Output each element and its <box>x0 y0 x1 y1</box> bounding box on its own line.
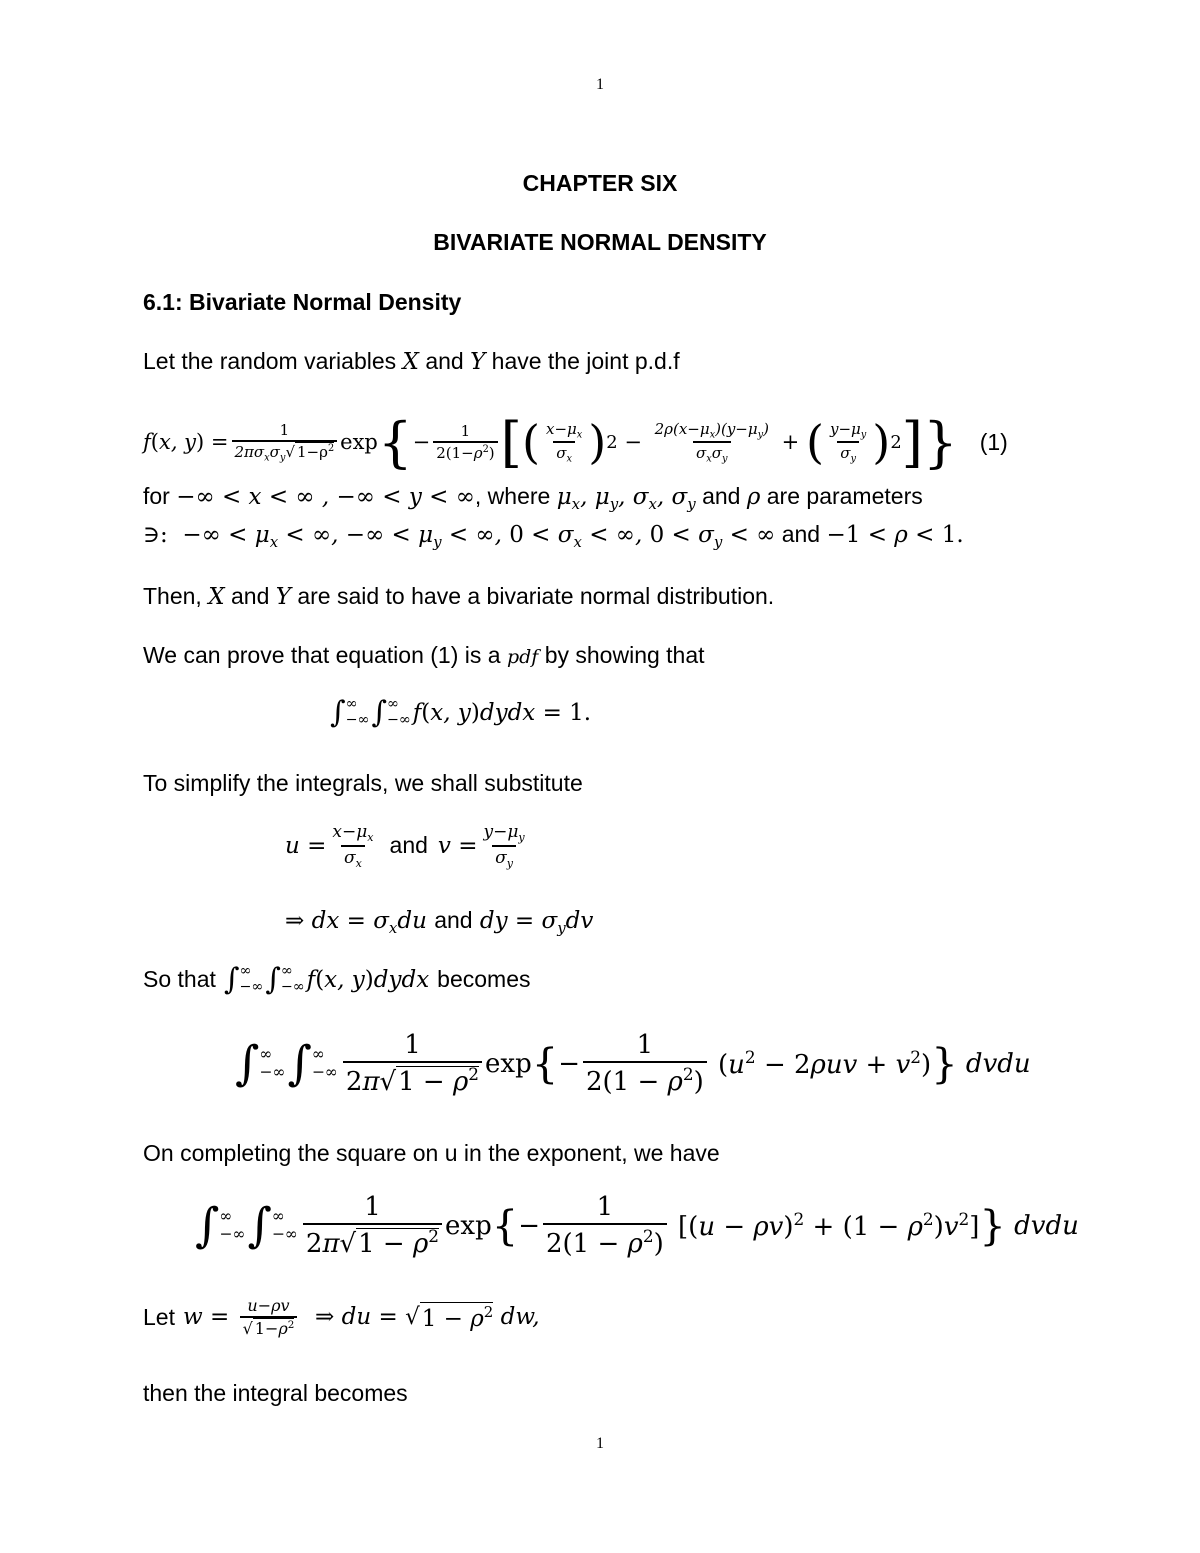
then-tail: are said to have a bivariate normal distribution. <box>297 583 775 609</box>
then-text: Then, <box>143 583 202 609</box>
so-that-line: So that ∫ ∞ −∞ ∫ ∞ −∞ f ( x, y ) dydx becomes <box>143 962 531 997</box>
prove-text: We can prove that equation (1) is a <box>143 642 501 668</box>
let-w-line: Let w = $\frac{u-\rho v}{√ 1-\rho^2}$ ⇒ du = √ $1 - \rho^2$ dw, <box>143 1296 540 1339</box>
differential-equation: ⇒ dx = $\sigma_xdu$ and dy = $\sigma_ydv$ <box>285 907 594 938</box>
normalization-equation: ∫ ∞ −∞ ∫ ∞ −∞ f(x, y)dydx = 1. <box>330 695 592 730</box>
parameter-ranges-line-1: for −∞ < x < ∞ , −∞ < y < ∞, where $\mu_x$, $\mu_y$, $\sigma_x$, $\sigma_y$ and ρ are parameters <box>143 483 923 514</box>
intro-tail: have the joint p.d.f <box>491 348 680 374</box>
sub-and: and <box>389 832 428 859</box>
substitution-equation: u = $\frac{x-\mu_x}{\sigma_x}$ and v = $\frac{y-\mu_y}{\sigma_y}$ <box>285 822 525 870</box>
pdf-term: pdf <box>506 646 539 668</box>
where-word: , where <box>474 483 551 509</box>
chapter-subtitle: BIVARIATE NORMAL DENSITY <box>433 229 767 255</box>
intro-text: Let the random variables <box>143 348 397 374</box>
then-integral-paragraph: then the integral becomes <box>143 1380 408 1406</box>
for-word: for <box>143 483 170 509</box>
parameter-ranges-line-2: ∋: −∞ < $\mu_x$ < ∞, −∞ < $\mu_y$ < ∞, $0 < \sigma_x$ < ∞, $0 < \sigma_y$ < ∞ and −1 < ρ < 1. <box>143 521 964 552</box>
intro-paragraph: Let the random variables X and Y have the joint p.d.f <box>143 348 680 375</box>
simplify-paragraph: To simplify the integrals, we shall substitute <box>143 770 583 796</box>
intro-and: and <box>425 348 464 374</box>
completing-square-paragraph: On completing the square on u in the exponent, we have <box>143 1140 720 1166</box>
then-and: and <box>230 583 270 609</box>
equation-1: f ( x, y ) = $\frac{1}{2\pi\sigma_x\sigma_y√ 1-\rho^2}$ exp { − $\frac{1}{2(1-\rho^2)}$ [ ( $\frac{x-\mu_x}{\sigma_x}$ ) 2 − $\frac{2\rho(x-\mu_x)(y-\mu_y)}{\sigma_x\sigma_y}$ + ( $\frac{y-\mu_y}{\sigma_y}$ ) 2 ] } (1) <box>143 409 1008 474</box>
equation-1-label: (1) <box>979 428 1008 455</box>
let-text: Let <box>143 1303 175 1330</box>
transformed-integral: ∫ ∞ −∞ ∫ ∞ −∞ $\frac{1}{2\pi√1 - \rho^2}$ exp { − $\frac{1}{2(1 - \rho^2)}$ $(u^2 - 2\rho uv + v^2)$ } dvdu <box>235 1030 1031 1098</box>
section-heading: 6.1: Bivariate Normal Density <box>143 289 462 315</box>
implies-and: and <box>434 907 473 933</box>
footer-page-number: 1 <box>596 1435 604 1452</box>
becomes-text: becomes <box>437 966 531 992</box>
prove-paragraph <box>143 642 705 669</box>
prove-tail: by showing that <box>544 642 705 668</box>
and-word-2: and <box>781 521 821 547</box>
and-word-1: and <box>702 483 741 509</box>
completed-square-integral: ∫ ∞ −∞ ∫ ∞ −∞ $\frac{1}{2\pi√1 - \rho^2}$ exp { − $\frac{1}{2(1 - \rho^2)}$ $[(u - \rho v)^2 + (1 - \rho^2)v^2]$ } dvdu <box>195 1192 1079 1260</box>
conclusion-paragraph: Then, X and Y are said to have a bivariate normal distribution. <box>143 583 775 610</box>
header-page-number: 1 <box>596 76 604 93</box>
chapter-title: CHAPTER SIX <box>522 170 678 196</box>
are-parameters: are parameters <box>766 483 923 509</box>
so-that-text: So that <box>143 966 216 992</box>
